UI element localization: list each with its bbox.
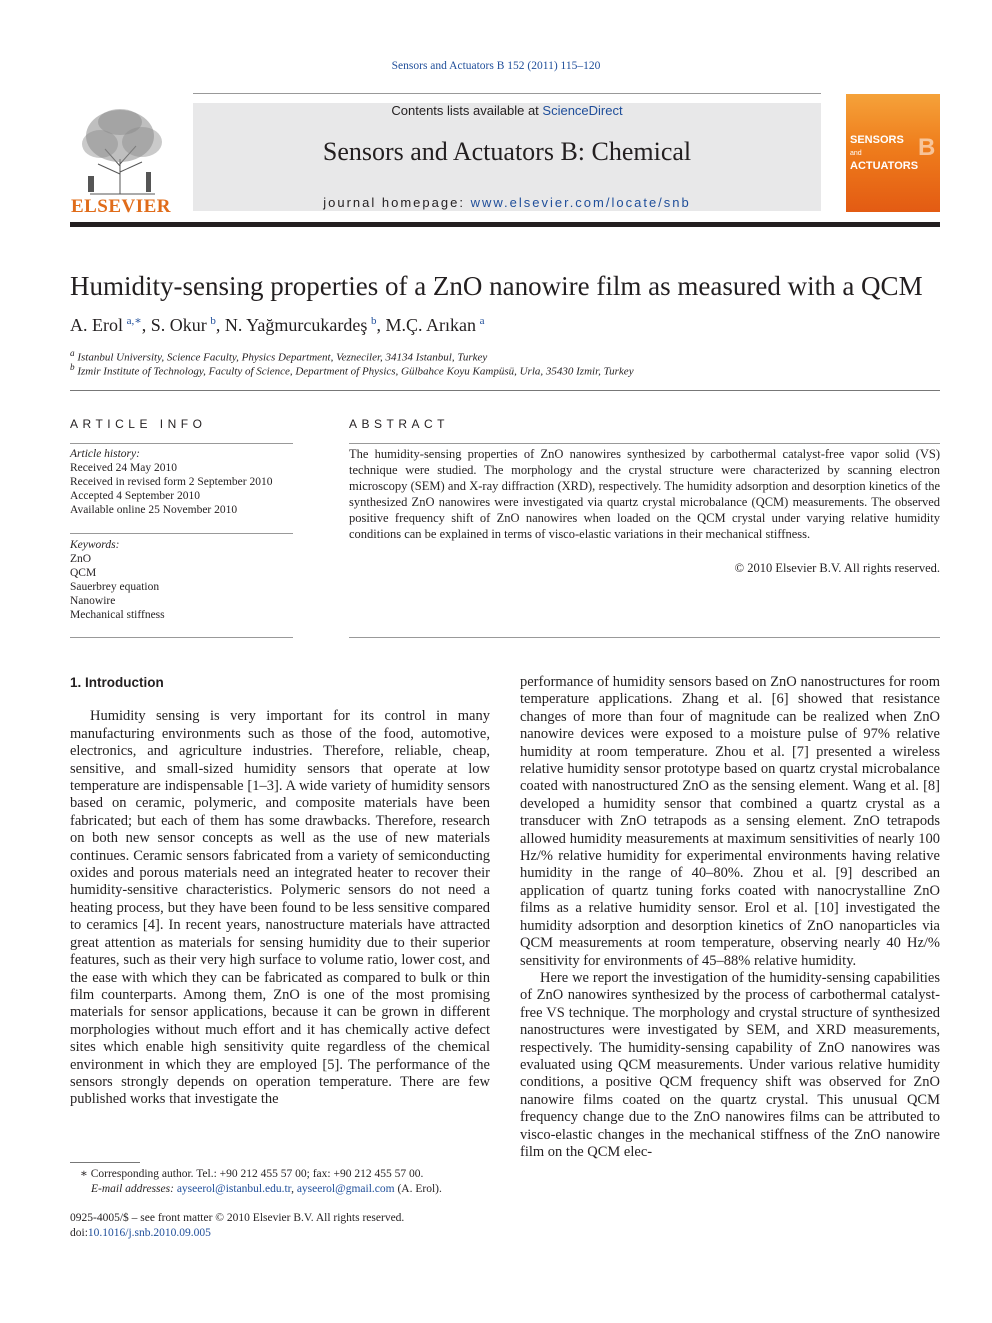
author-affil-link[interactable]: b	[210, 315, 216, 327]
body-paragraph: Humidity sensing is very important for its control in many manufacturing environments such as those of the food, automotive, electronics, and agriculture industries. Therefore, reliable, cheap, sensitive, and small-sized humidity sensors that operate at low temperature are indispensable [1–3]. A wide variety of humidity sensors based on ceramic, polymeric, and composite materials have been fabricated; but each of them has some drawbacks. Therefore, research on both new sensor concepts as well as the use of new materials continues. Ceramic sensors fabricated from a variety of semiconducting oxides and porous materials need an integrated heater to recover their humidity-sensitive characteristics. Polymeric sensors do not need a heating process, but they have been found to be less sensitive compared to ceramics [4]. In recent years, nanostructure materials have attracted great attention as materials for sensing humidity due to their superior features, such as their very high surface to volume ratio, lower cost, and the ease with which they can be fabricated as compared to bulk or thin film counterparts. Among them, ZnO is one of the most promising materials for sensor applications, because it can be grown in different morphologies without much effort and it has chemically active defect sites which enable high sensitivity quite regardless of the chemical environment in which they are employed [5]. The performance of the sensors strongly depends on operation temperature. There are few published works that investigate the	[70, 708, 490, 1108]
contents-prefix: Contents lists available at	[391, 103, 543, 118]
keywords	[70, 538, 300, 622]
homepage-link[interactable]: www.elsevier.com/locate/snb	[470, 195, 691, 210]
body-column-right	[520, 674, 940, 1161]
article-history	[70, 447, 300, 517]
keyword: Nanowire	[70, 595, 116, 607]
abstract-text: The humidity-sensing properties of ZnO nanowires synthesized by carbothermal catalyst-free vapor solid (VS) technique were studied. The morphology and the crystal structure were characterized by scanning electron microscopy (SEM) and X-ray diffraction (XRD), respectively. The humidity adsorption and desorption kinetics of the synthesized ZnO nanowires were investigated via quartz crystal microbalance (QCM) measurements. The observed positive frequency shift of ZnO nanowires when loaded on the QCM crystal under varying relative humidity conditions can be explained in terms of visco-elastic variations in their mechanical stiffness.	[349, 447, 940, 541]
issn-line: 0925-4005/$ – see front matter © 2010 Elsevier B.V. All rights reserved.	[70, 1212, 405, 1224]
keyword: QCM	[70, 567, 97, 579]
author-name: M.Ç. Arıkan	[385, 315, 476, 335]
divider	[70, 443, 293, 444]
body-paragraph: Here we report the investigation of the humidity-sensing capabilities of ZnO nanowires synthesized by the process of carbothermal catalyst-free VS technique. The morphology and crystal structure of synthesized nanostructures were investigated by SEM, and XRD measurements, respectively. The humidity-sensing capability of ZnO nanowires was evaluated using QCM measurements. Under various relative humidity conditions, a positive QCM frequency shift was observed for ZnO nanowire films coated on the quartz crystal. This unusual QCM frequency change due to the ZnO nanowires films can be attributed to visco-elastic changes in the mechanical stiffness of the ZnO nanowire film on the QCM elec-	[520, 969, 940, 1160]
affiliation: $^a$ Istanbul University, Science Faculty, Physics Department, Vezneciler, 34134 Istanbul, Turkey	[70, 348, 488, 364]
body-column-left	[70, 674, 490, 1109]
keywords-label: Keywords:	[70, 539, 120, 551]
author-name: N. Yağmurcukardeş	[224, 315, 368, 335]
header-divider	[70, 222, 940, 227]
author-affil-link[interactable]: a,∗	[126, 315, 142, 327]
elsevier-wordmark: ELSEVIER	[70, 196, 172, 217]
journal-title: Sensors and Actuators B: Chemical	[322, 137, 692, 166]
sciencedirect-link[interactable]: ScienceDirect	[542, 103, 623, 118]
journal-homepage	[193, 195, 821, 210]
divider	[70, 637, 293, 638]
history-item: Available online 25 November 2010	[70, 504, 238, 516]
history-label: Article history:	[70, 448, 140, 460]
email-note: E-mail addresses: ayseerol@istanbul.edu.tr, ayseerol@gmail.com (A. Erol).	[91, 1183, 442, 1195]
body-paragraph: performance of humidity sensors based on ZnO nanostructures for room temperature applications. Zhang et al. [6] showed that resistance changes of more than four of magnitude can be realized when ZnO nanowire devices were exposed to a moisture pulse of 97% relative humidity at room temperature. Zhou et al. [7] presented a wireless relative humidity sensor prototype based on quartz crystal microbalance coated with nanostructured ZnO as the sensing element. Wang et al. [8] developed a humidity sensor that combined a quartz crystal as a transducer with ZnO tetrapods as a sensing element. ZnO tetrapods allowed humidity measurements at maximum sensitivities of nearly 100 Hz/% relative humidity for experimental environments having relative humidity in the range of 40–80%. Zhou et al. [9] described an application of quartz tuning forks coated with nanocrystalline ZnO films as a relative humidity sensor. Erol et al. [10] investigated the humidity adsorption and desorption kinetics of ZnO nanoparticles via QCM measurements at room temperature, observing nearly 40 Hz/% sensitivity for environments of 45–88% relative humidity.	[520, 674, 940, 969]
contents-line	[193, 103, 821, 118]
masthead-rule	[193, 93, 821, 94]
keyword: ZnO	[70, 553, 92, 565]
history-item: Accepted 4 September 2010	[70, 490, 200, 502]
homepage-prefix: journal homepage:	[323, 195, 471, 210]
divider	[70, 533, 293, 534]
keyword: Sauerbrey equation	[70, 581, 160, 593]
cover-letter: B	[918, 134, 936, 161]
history-item: Received in revised form 2 September 2010	[70, 476, 273, 488]
footnote-rule	[70, 1162, 140, 1163]
author-list: A. Erol $^{a,∗}$, S. Okur $^b$, N. Yağmurcukardeş $^b$, M.Ç. Arıkan $^a$	[70, 315, 485, 335]
doi-line: doi:10.1016/j.snb.2010.09.005	[70, 1227, 211, 1239]
abstract-heading: ABSTRACT	[349, 417, 450, 431]
email-link[interactable]: ayseerol@gmail.com	[296, 1183, 395, 1195]
author-affil-link[interactable]: b	[370, 315, 377, 327]
divider	[349, 637, 940, 638]
copyright: © 2010 Elsevier B.V. All rights reserved.	[734, 561, 940, 575]
journal-cover-image	[846, 94, 940, 212]
author-name: S. Okur	[150, 315, 207, 335]
section-title: 1. Introduction	[70, 675, 164, 690]
author-name: A. Erol	[70, 315, 123, 335]
history-item: Received 24 May 2010	[70, 462, 177, 474]
corresponding-author-note: ∗ Corresponding author. Tel.: +90 212 455 57 00; fax: +90 212 455 57 00.	[80, 1168, 424, 1180]
journal-citation[interactable]: Sensors and Actuators B 152 (2011) 115–120	[391, 60, 601, 72]
divider	[349, 443, 940, 444]
cover-title: SENSORS and ACTUATORS	[850, 134, 919, 172]
article-info-heading: ARTICLE INFO	[70, 417, 207, 431]
email-link[interactable]: ayseerol@istanbul.edu.tr	[176, 1183, 292, 1195]
affiliation: $^b$ Izmir Institute of Technology, Faculty of Science, Department of Physics, Gülbahce Koyu Kampüsü, Urla, 35430 Izmir, Turkey	[70, 362, 634, 378]
keyword: Mechanical stiffness	[70, 609, 165, 621]
title-divider	[70, 390, 940, 391]
doi-link[interactable]: 10.1016/j.snb.2010.09.005	[87, 1227, 211, 1239]
article-title: Humidity-sensing properties of a ZnO nanowire film as measured with a QCM	[70, 271, 923, 301]
email-label: E-mail addresses:	[91, 1183, 174, 1195]
author-affil-link[interactable]: a	[479, 315, 485, 327]
